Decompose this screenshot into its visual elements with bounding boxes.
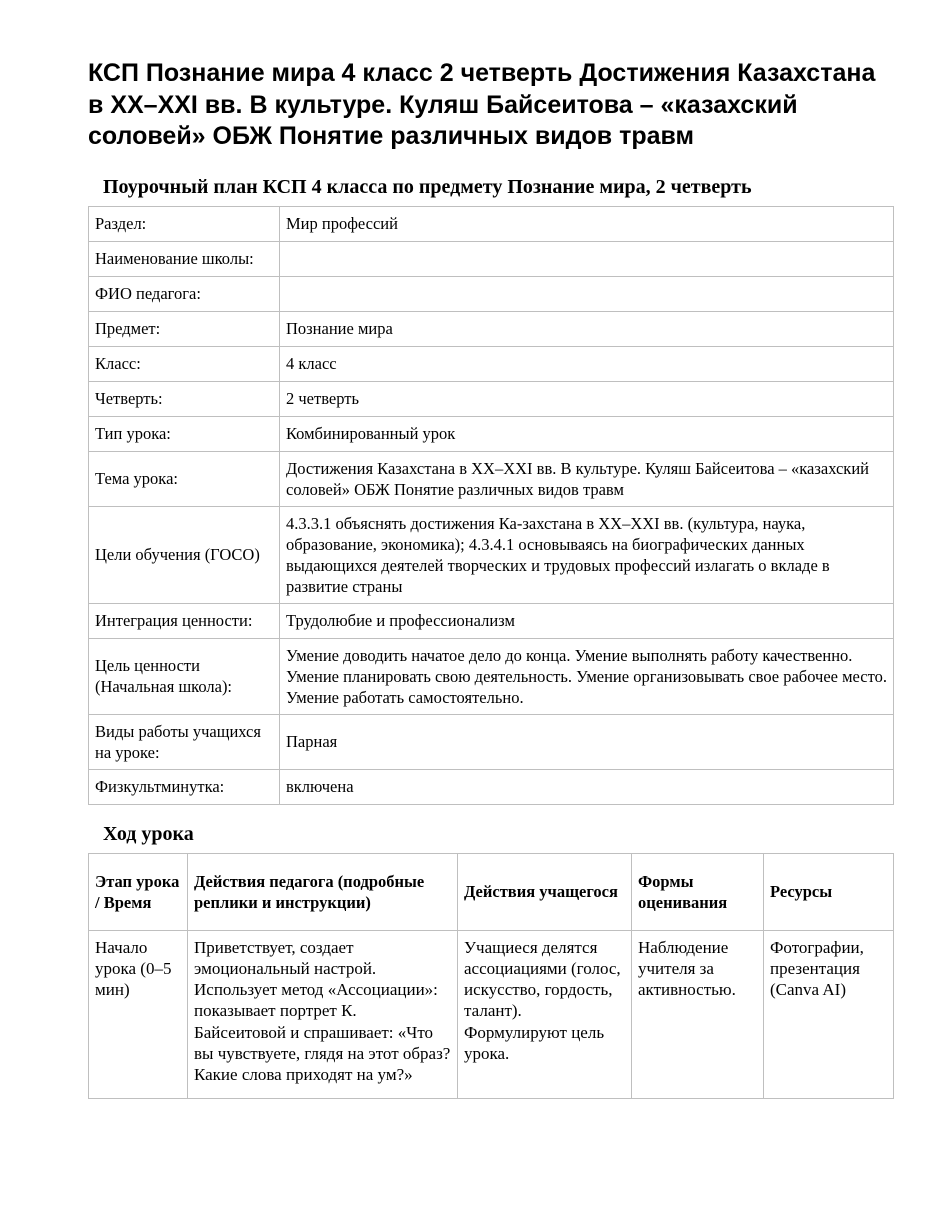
info-label: Интеграция ценности: bbox=[89, 603, 280, 638]
lesson-header-row bbox=[89, 853, 894, 930]
lesson-header-assessment: Формы оценивания bbox=[632, 853, 764, 930]
info-row bbox=[89, 346, 894, 381]
info-value bbox=[280, 241, 894, 276]
plan-heading: Поурочный план КСП 4 класса по предмету Познание мира, 2 четверть bbox=[103, 175, 752, 198]
info-row bbox=[89, 381, 894, 416]
document-title: КСП Познание мира 4 класс 2 четверть Достижения Казахстана в XX–XXI вв. В культуре. Куляш Байсеитова – «казахский соловей» ОБЖ Понятие различных видов травм bbox=[88, 59, 876, 150]
info-row bbox=[89, 276, 894, 311]
info-label: Раздел: bbox=[89, 206, 280, 241]
info-row bbox=[89, 769, 894, 804]
lesson-row bbox=[89, 930, 894, 1098]
info-label: ФИО педагога: bbox=[89, 276, 280, 311]
lesson-header-teacher: Действия педагога (подробные реплики и инструкции) bbox=[188, 853, 458, 930]
info-label: Четверть: bbox=[89, 381, 280, 416]
lesson-teacher-actions: Приветствует, создает эмоциональный настрой. Использует метод «Ассоциации»: показывает портрет К. Байсеитовой и спрашивает: «Что вы чувствуете, глядя на этот образ? Какие слова приходят на ум?» bbox=[188, 930, 458, 1098]
document-page bbox=[88, 58, 893, 1099]
info-value: Мир профессий bbox=[280, 206, 894, 241]
info-label: Тип урока: bbox=[89, 416, 280, 451]
info-row bbox=[89, 206, 894, 241]
lesson-header-resources: Ресурсы bbox=[764, 853, 894, 930]
lesson-resources: Фотографии, презентация (Canva AI) bbox=[764, 930, 894, 1098]
info-label: Цель ценности (Начальная школа): bbox=[89, 638, 280, 714]
info-value: Трудолюбие и профессионализм bbox=[280, 603, 894, 638]
lesson-assessment: Наблюдение учителя за активностью. bbox=[632, 930, 764, 1098]
info-label: Наименование школы: bbox=[89, 241, 280, 276]
info-value bbox=[280, 276, 894, 311]
lesson-heading: Ход урока bbox=[103, 822, 194, 845]
lesson-header-student: Действия учащегося bbox=[458, 853, 632, 930]
info-value: Парная bbox=[280, 714, 894, 769]
info-value: 4 класс bbox=[280, 346, 894, 381]
info-label: Класс: bbox=[89, 346, 280, 381]
info-row bbox=[89, 451, 894, 506]
info-value: Умение доводить начатое дело до конца. Умение выполнять работу качественно. Умение планировать свою деятельность. Умение организовывать свое рабочее место. Умение работать самостоятельно. bbox=[280, 638, 894, 714]
info-label: Физкультминутка: bbox=[89, 769, 280, 804]
info-label: Тема урока: bbox=[89, 451, 280, 506]
lesson-table bbox=[88, 853, 894, 1099]
lesson-student-actions: Учащиеся делятся ассоциациями (голос, искусство, гордость, талант). Формулируют цель урока. bbox=[458, 930, 632, 1098]
info-value: включена bbox=[280, 769, 894, 804]
info-row bbox=[89, 416, 894, 451]
info-label: Цели обучения (ГОСО) bbox=[89, 506, 280, 603]
info-row bbox=[89, 603, 894, 638]
info-row bbox=[89, 506, 894, 603]
info-row bbox=[89, 638, 894, 714]
info-label: Виды работы учащихся на уроке: bbox=[89, 714, 280, 769]
info-row bbox=[89, 241, 894, 276]
info-value: 2 четверть bbox=[280, 381, 894, 416]
info-value: Познание мира bbox=[280, 311, 894, 346]
info-value: Комбинированный урок bbox=[280, 416, 894, 451]
info-row bbox=[89, 311, 894, 346]
lesson-header-stage: Этап урока / Время bbox=[89, 853, 188, 930]
info-row bbox=[89, 714, 894, 769]
info-value: 4.3.3.1 объяснять достижения Ка-захстана в XX–XXI вв. (культура, наука, образование, экономика); 4.3.4.1 основываясь на биографических данных выдающихся деятелей творческих и трудовых профессий излагать о вкладе в развитие страны bbox=[280, 506, 894, 603]
info-label: Предмет: bbox=[89, 311, 280, 346]
info-value: Достижения Казахстана в XX–XXI вв. В культуре. Куляш Байсеитова – «казахский соловей» ОБЖ Понятие различных видов травм bbox=[280, 451, 894, 506]
info-table bbox=[88, 206, 894, 805]
lesson-stage: Начало урока (0–5 мин) bbox=[89, 930, 188, 1098]
